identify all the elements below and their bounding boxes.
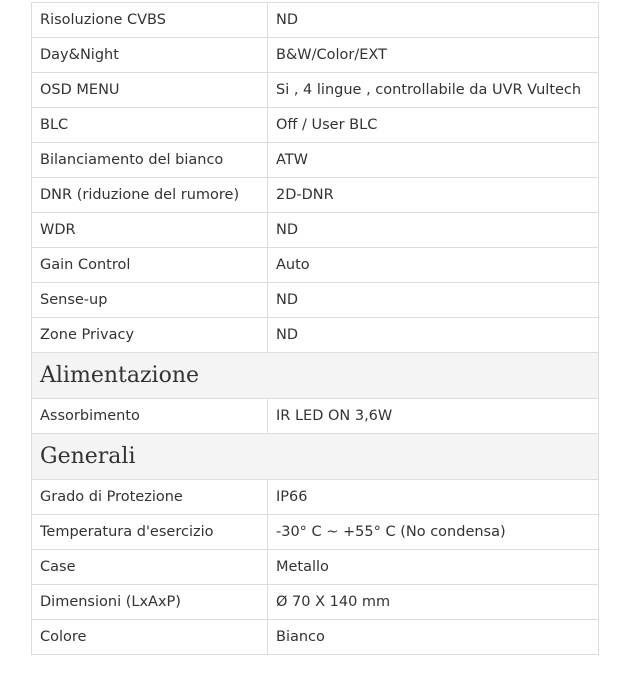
spec-value: Bianco (268, 620, 599, 655)
section-header-row (32, 353, 599, 399)
spec-label: Grado di Protezione (32, 480, 268, 515)
spec-value: Off / User BLC (268, 108, 599, 143)
spec-label: Risoluzione CVBS (32, 3, 268, 38)
spec-label: Temperatura d'esercizio (32, 515, 268, 550)
section-title: Generali (32, 434, 599, 480)
spec-label: Zone Privacy (32, 318, 268, 353)
spec-value: Metallo (268, 550, 599, 585)
table-row (32, 213, 599, 248)
table-row (32, 3, 599, 38)
spec-table (31, 2, 599, 655)
spec-value: IP66 (268, 480, 599, 515)
table-row (32, 399, 599, 434)
spec-label: WDR (32, 213, 268, 248)
spec-label: BLC (32, 108, 268, 143)
spec-label: Day&Night (32, 38, 268, 73)
spec-value: ND (268, 283, 599, 318)
spec-value: Ø 70 X 140 mm (268, 585, 599, 620)
spec-label: DNR (riduzione del rumore) (32, 178, 268, 213)
table-row (32, 38, 599, 73)
section-header-row (32, 434, 599, 480)
spec-value: -30° C ~ +55° C (No condensa) (268, 515, 599, 550)
spec-value: IR LED ON 3,6W (268, 399, 599, 434)
spec-label: Gain Control (32, 248, 268, 283)
spec-value: ND (268, 213, 599, 248)
spec-label: Case (32, 550, 268, 585)
table-row (32, 620, 599, 655)
spec-value: ATW (268, 143, 599, 178)
table-row (32, 248, 599, 283)
table-row (32, 73, 599, 108)
spec-label: Assorbimento (32, 399, 268, 434)
table-row (32, 480, 599, 515)
table-row (32, 283, 599, 318)
spec-value: ND (268, 318, 599, 353)
table-row (32, 178, 599, 213)
spec-value: Si , 4 lingue , controllabile da UVR Vultech (268, 73, 599, 108)
spec-label: Dimensioni (LxAxP) (32, 585, 268, 620)
table-row (32, 550, 599, 585)
spec-value: ND (268, 3, 599, 38)
section-title: Alimentazione (32, 353, 599, 399)
spec-label: Colore (32, 620, 268, 655)
table-row (32, 585, 599, 620)
spec-table-body (32, 3, 599, 655)
spec-label: OSD MENU (32, 73, 268, 108)
table-row (32, 108, 599, 143)
spec-label: Sense-up (32, 283, 268, 318)
spec-value: 2D-DNR (268, 178, 599, 213)
spec-value: Auto (268, 248, 599, 283)
table-row (32, 143, 599, 178)
table-row (32, 318, 599, 353)
spec-label: Bilanciamento del bianco (32, 143, 268, 178)
spec-value: B&W/Color/EXT (268, 38, 599, 73)
table-row (32, 515, 599, 550)
